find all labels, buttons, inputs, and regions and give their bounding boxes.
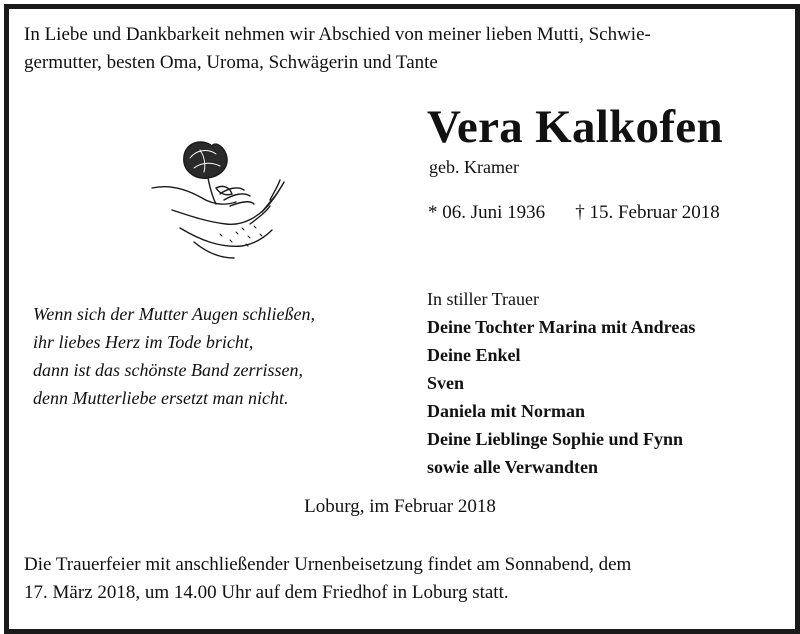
place-date: Loburg, im Februar 2018 xyxy=(304,496,496,517)
poem-line: denn Mutterliebe ersetzt man nicht. xyxy=(33,388,289,408)
mourner-name: Sven xyxy=(427,373,465,393)
mourners-heading: In stiller Trauer xyxy=(427,289,539,309)
intro-line-1: In Liebe und Dankbarkeit nehmen wir Abschied von meiner lieben Mutti, Schwie- xyxy=(24,24,651,45)
intro-line-2: germutter, besten Oma, Uroma, Schwägerin und Tante xyxy=(24,52,438,73)
mourner-name: Daniela mit Norman xyxy=(427,401,585,421)
deceased-name: Vera Kalkofen xyxy=(427,101,723,153)
birth-date: * 06. Juni 1936 xyxy=(428,202,546,223)
intro-text xyxy=(24,21,754,77)
life-dates xyxy=(428,202,720,224)
mourner-name: sowie alle Verwandten xyxy=(427,457,598,477)
mourners-block xyxy=(427,285,695,481)
mourner-name: Deine Tochter Marina mit Andreas xyxy=(427,317,696,337)
poem xyxy=(33,300,315,412)
hands-holding-rose-icon xyxy=(150,128,290,268)
poem-line: ihr liebes Herz im Tode bricht, xyxy=(33,332,254,352)
poem-line: dann ist das schönste Band zerrissen, xyxy=(33,360,303,380)
mourner-name: Deine Enkel xyxy=(427,345,521,365)
mourner-name: Deine Lieblinge Sophie und Fynn xyxy=(427,429,684,449)
funeral-notice xyxy=(24,551,784,607)
funeral-line-1: Die Trauerfeier mit anschließender Urnenbeisetzung findet am Sonnabend, dem xyxy=(24,554,632,575)
birth-name: geb. Kramer xyxy=(429,157,519,177)
death-date: † 15. Februar 2018 xyxy=(575,202,720,223)
funeral-line-2: 17. März 2018, um 14.00 Uhr auf dem Friedhof in Loburg statt. xyxy=(24,582,509,603)
poem-line: Wenn sich der Mutter Augen schließen, xyxy=(33,304,315,324)
